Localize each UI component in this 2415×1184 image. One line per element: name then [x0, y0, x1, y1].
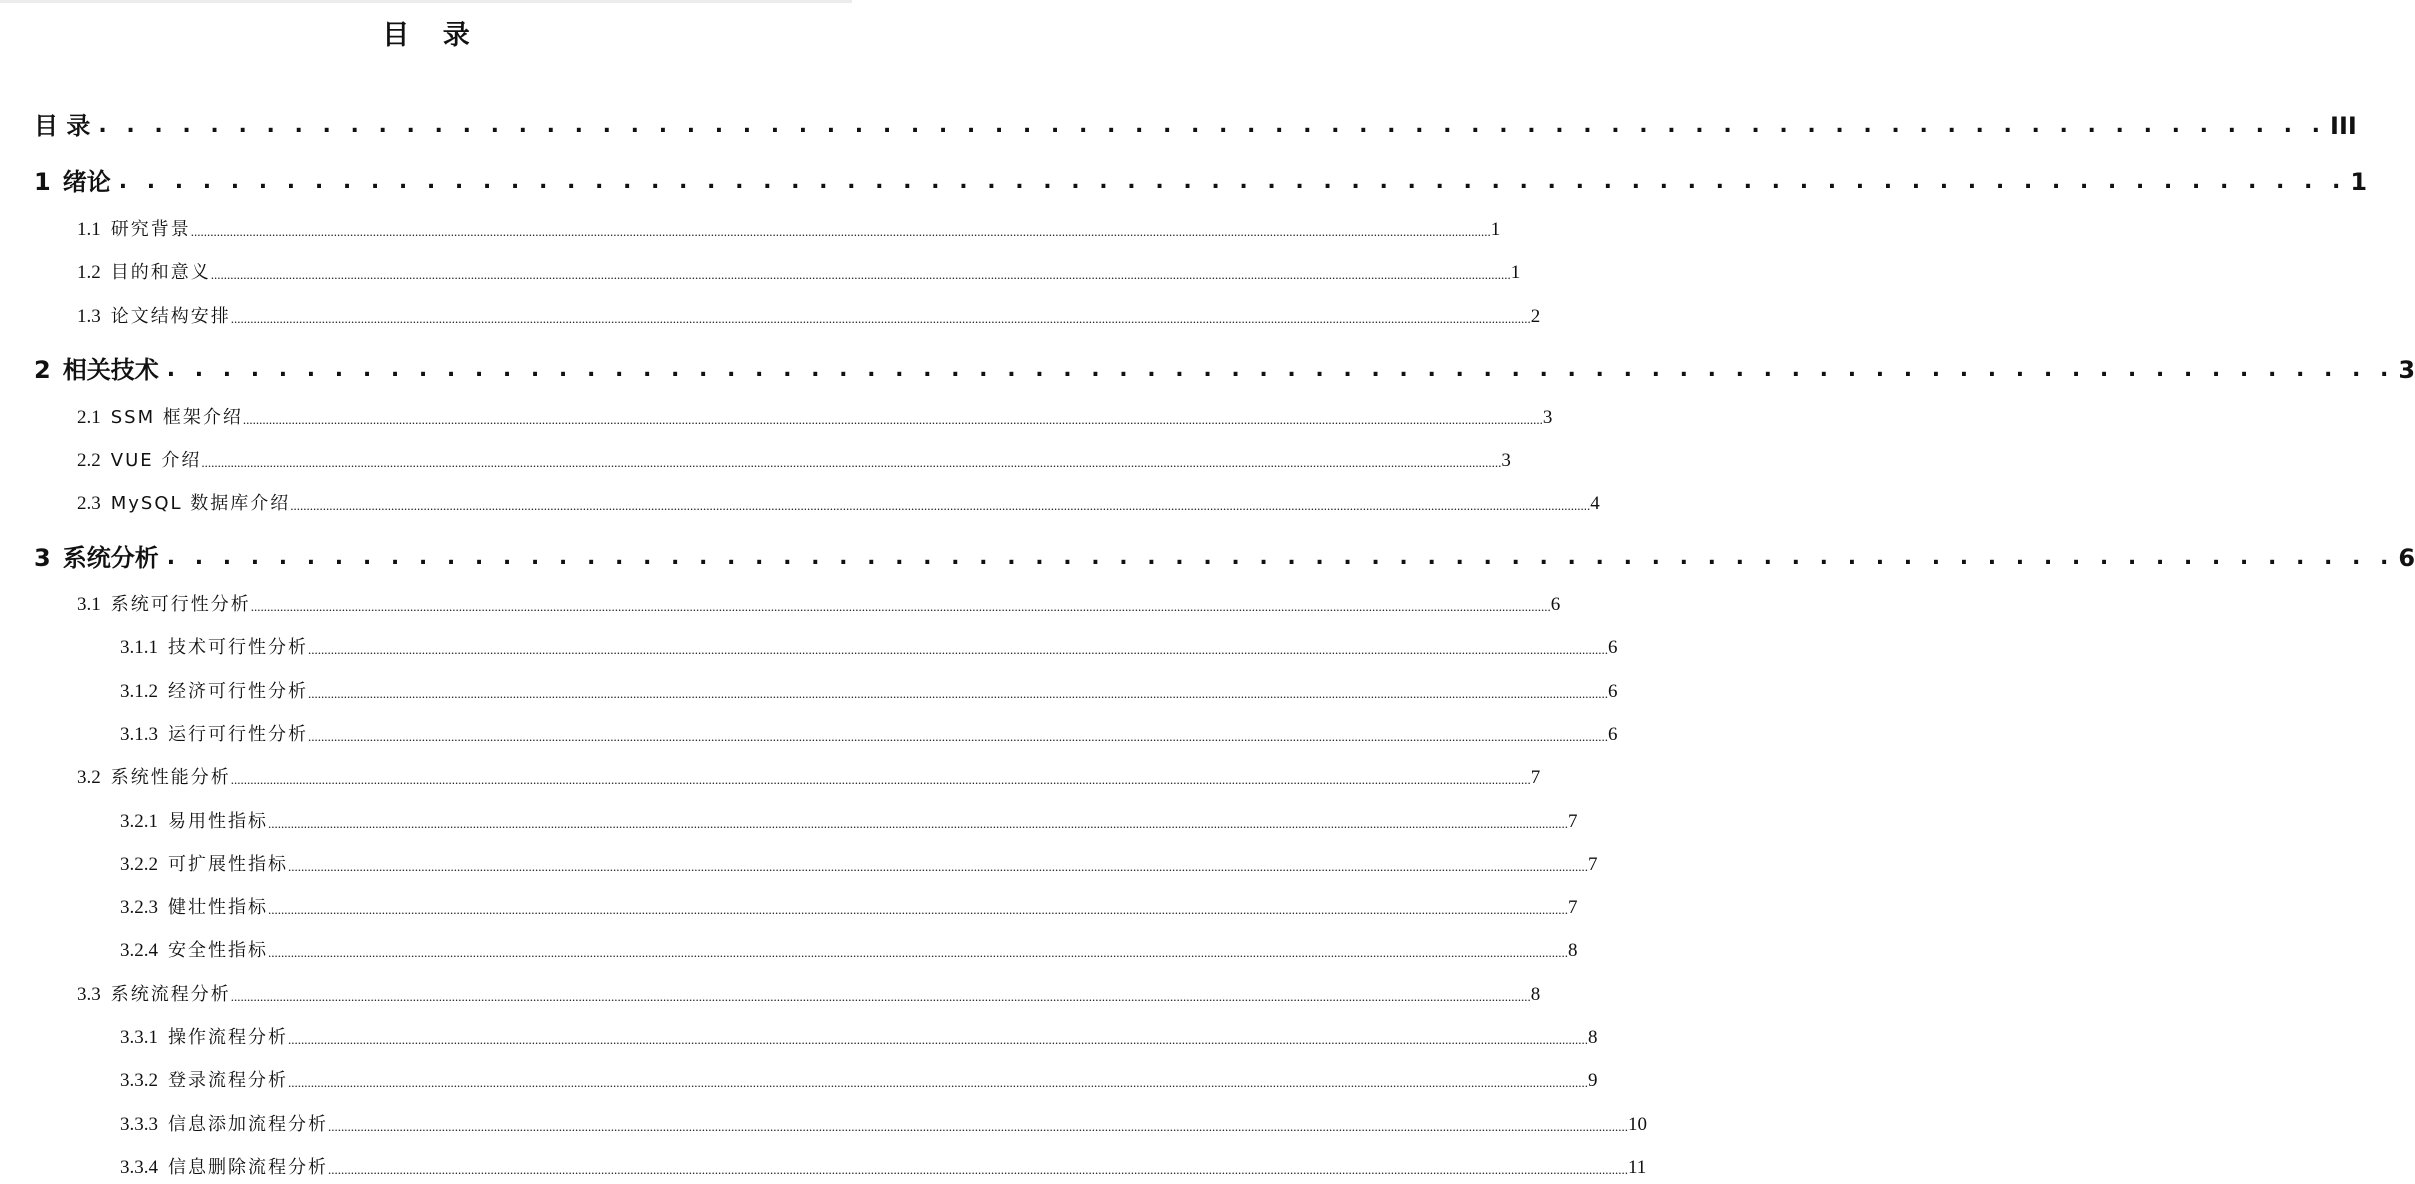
toc-entry-number: 3.3.3 [120, 1114, 158, 1135]
toc-entry-number: 3.3 [77, 984, 101, 1005]
toc-entry-title: 可扩展性指标 [168, 854, 288, 875]
toc-entry-page: 3 [2398, 356, 2415, 384]
toc-entry-3-2-1[interactable] [120, 809, 1578, 835]
toc-entry-title: 健壮性指标 [168, 897, 268, 918]
page-title: 目 录 [382, 20, 482, 51]
toc-entry-2-3[interactable] [77, 491, 1600, 517]
toc-entry-page: 6 [1550, 594, 1561, 615]
dot-leader: ................................................................................................................................................................................................................................................................................................................................................................................................................ [268, 816, 1568, 831]
dot-leader: ................................................................................................................................................................................................................................................................................................................................................................................................................ [328, 1119, 1628, 1134]
toc-entry-number: 2.3 [77, 493, 101, 514]
toc-entry-page: 7 [1568, 897, 1578, 918]
toc-entry-page: 7 [1568, 811, 1578, 832]
toc-entry-page: 1 [2350, 168, 2368, 196]
toc-entry-3-2[interactable] [77, 765, 1541, 791]
toc-entry-title: 系统流程分析 [110, 984, 231, 1005]
toc-entry-number: 3.1.3 [120, 724, 158, 745]
toc-entry-number: 3.2.2 [120, 854, 158, 875]
dot-leader: . . . . . . . . . . . . . . . . . . . . . . . . . . . . . . . . . . . . . . . . . . . . . . . . . . . . . . . . . . . . . . . . . . . . . . . . . . . . . . . . [166, 357, 2395, 382]
toc-entry-title: 运行可行性分析 [168, 724, 308, 745]
toc-entry-page: 8 [1530, 984, 1541, 1005]
toc-entry-title: 易用性指标 [168, 811, 268, 832]
toc-entry-title: 安全性指标 [168, 940, 268, 961]
toc-entry-1-1[interactable] [77, 217, 1501, 243]
toc-entry-page: 6 [2398, 544, 2415, 572]
dot-leader: ................................................................................................................................................................................................................................................................................................................................................................................................................ [308, 729, 1608, 744]
toc-entry-page: 3 [1501, 450, 1511, 471]
toc-entry-title: 研究背景 [110, 219, 191, 240]
dot-leader: ................................................................................................................................................................................................................................................................................................................................................................................................................ [268, 945, 1568, 960]
toc-entry-1[interactable] [34, 165, 2368, 199]
toc-entry-2-2[interactable] [77, 448, 1511, 474]
toc-entry-3-1-1[interactable] [120, 635, 1618, 661]
dot-leader: ................................................................................................................................................................................................................................................................................................................................................................................................................ [230, 772, 1531, 787]
toc-entry-title: 技术可行性分析 [168, 637, 308, 658]
toc-entry-title: 操作流程分析 [168, 1027, 288, 1048]
toc-entry-page: 6 [1608, 681, 1618, 702]
toc-entry-page: 1 [1510, 262, 1521, 283]
toc-entry-2-1[interactable] [77, 405, 1553, 431]
dot-leader: ................................................................................................................................................................................................................................................................................................................................................................................................................ [328, 1162, 1628, 1177]
toc-entry-title: 登录流程分析 [168, 1070, 288, 1091]
toc-entry-page: 2 [1530, 306, 1541, 327]
toc-entry-number: 3.2.3 [120, 897, 158, 918]
dot-leader: . . . . . . . . . . . . . . . . . . . . . . . . . . . . . . . . . . . . . . . . . . . . . . . . . . . . . . . . . . . . . . . . . . . . . . . . . . . . . . . . [98, 113, 2327, 138]
toc-entry-number: 3.3.1 [120, 1027, 158, 1048]
toc-entry-page: 10 [1628, 1114, 1647, 1135]
toc-entry-3-3-2[interactable] [120, 1068, 1598, 1094]
toc-entry-number: 2.2 [77, 450, 101, 471]
toc-entry-page: 7 [1530, 767, 1541, 788]
toc-entry-number: 3.2.1 [120, 811, 158, 832]
toc-entry-title: 经济可行性分析 [168, 681, 308, 702]
toc-entry-page: 6 [1608, 637, 1618, 658]
toc-entry-title: SSM 框架介绍 [110, 407, 243, 428]
toc-entry-page: 3 [1542, 407, 1553, 428]
toc-entry-3-3-1[interactable] [120, 1025, 1598, 1051]
toc-entry-title: 论文结构安排 [110, 306, 231, 327]
toc-entry-number: 1.3 [77, 306, 101, 327]
toc-entry-3-1-3[interactable] [120, 722, 1618, 748]
top-border [0, 0, 852, 3]
toc-entry-number: 2 [34, 356, 51, 384]
dot-leader: ................................................................................................................................................................................................................................................................................................................................................................................................................ [201, 455, 1502, 470]
toc-entry-number: 3.2.4 [120, 940, 158, 961]
toc-entry-title: 系统性能分析 [110, 767, 231, 788]
toc-entry-title: 绪论 [62, 168, 111, 196]
dot-leader: ................................................................................................................................................................................................................................................................................................................................................................................................................ [230, 311, 1531, 326]
toc-entry-number: 3.2 [77, 767, 101, 788]
toc-entry-title: MySQL 数据库介绍 [110, 493, 291, 514]
toc-entry-number: 3.1.2 [120, 681, 158, 702]
toc-entry-3-2-2[interactable] [120, 852, 1598, 878]
dot-leader: ................................................................................................................................................................................................................................................................................................................................................................................................................ [308, 642, 1608, 657]
dot-leader: ................................................................................................................................................................................................................................................................................................................................................................................................................ [190, 224, 1491, 239]
toc-entry-page: 8 [1588, 1027, 1598, 1048]
toc-entry-page: 9 [1588, 1070, 1598, 1091]
dot-leader: . . . . . . . . . . . . . . . . . . . . . . . . . . . . . . . . . . . . . . . . . . . . . . . . . . . . . . . . . . . . . . . . . . . . . . . . . . . . . . . . [166, 545, 2395, 570]
toc-entry-number: 1.2 [77, 262, 101, 283]
dot-leader: ................................................................................................................................................................................................................................................................................................................................................................................................................ [288, 859, 1588, 874]
toc-entry-1-3[interactable] [77, 304, 1541, 330]
dot-leader: ................................................................................................................................................................................................................................................................................................................................................................................................................ [210, 267, 1511, 282]
toc-entry-2[interactable] [34, 353, 2415, 387]
toc-entry-title: 目的和意义 [110, 262, 211, 283]
toc-entry-page: 6 [1608, 724, 1618, 745]
dot-leader: ................................................................................................................................................................................................................................................................................................................................................................................................................ [250, 599, 1551, 614]
toc-entry-title: 系统分析 [62, 544, 159, 572]
toc-entry-title: 信息添加流程分析 [168, 1114, 328, 1135]
dot-leader: ................................................................................................................................................................................................................................................................................................................................................................................................................ [268, 902, 1568, 917]
toc-entry-3-3-3[interactable] [120, 1112, 1647, 1138]
toc-entry-page: III [2330, 112, 2357, 140]
toc-entry-3-2-4[interactable] [120, 938, 1578, 964]
toc-entry-number: 3.3.2 [120, 1070, 158, 1091]
toc-entry-1-2[interactable] [77, 260, 1521, 286]
toc-entry-page: 4 [1590, 493, 1600, 514]
toc-entry-number: 3.1 [77, 594, 101, 615]
toc-entry-page: 1 [1490, 219, 1501, 240]
toc-entry-3-2-3[interactable] [120, 895, 1578, 921]
toc-entry-title: 相关技术 [62, 356, 159, 384]
toc-entry-title: 信息删除流程分析 [168, 1157, 328, 1178]
toc-entry-title: VUE 介绍 [110, 450, 202, 471]
toc-entry-3-3-4[interactable] [120, 1155, 1647, 1181]
dot-leader: ................................................................................................................................................................................................................................................................................................................................................................................................................ [242, 412, 1543, 427]
toc-entry-page: 7 [1588, 854, 1598, 875]
toc-entry-number: 2.1 [77, 407, 101, 428]
dot-leader: . . . . . . . . . . . . . . . . . . . . . . . . . . . . . . . . . . . . . . . . . . . . . . . . . . . . . . . . . . . . . . . . . . . . . . . . . . . . . . . . [118, 169, 2347, 194]
toc-entry-number: 3.1.1 [120, 637, 158, 658]
dot-leader: ................................................................................................................................................................................................................................................................................................................................................................................................................ [288, 1075, 1588, 1090]
toc-entry-title: 目 录 [34, 112, 91, 140]
toc-entry-number: 1 [34, 168, 51, 196]
dot-leader: ................................................................................................................................................................................................................................................................................................................................................................................................................ [308, 686, 1608, 701]
dot-leader: ................................................................................................................................................................................................................................................................................................................................................................................................................ [290, 498, 1591, 513]
toc-entry-title: 系统可行性分析 [110, 594, 251, 615]
toc-entry-3-3[interactable] [77, 982, 1541, 1008]
toc-entry-3[interactable] [34, 541, 2415, 575]
toc-entry-number: 1.1 [77, 219, 101, 240]
toc-entry-number: 3 [34, 544, 51, 572]
toc-entry-page: 8 [1568, 940, 1578, 961]
dot-leader: ................................................................................................................................................................................................................................................................................................................................................................................................................ [230, 989, 1531, 1004]
toc-entry-page: 11 [1628, 1157, 1647, 1178]
toc-entry-3-1[interactable] [77, 592, 1561, 618]
dot-leader: ................................................................................................................................................................................................................................................................................................................................................................................................................ [288, 1032, 1588, 1047]
toc-entry-contents[interactable] [34, 109, 2357, 143]
toc-entry-3-1-2[interactable] [120, 679, 1618, 705]
toc-entry-number: 3.3.4 [120, 1157, 158, 1178]
